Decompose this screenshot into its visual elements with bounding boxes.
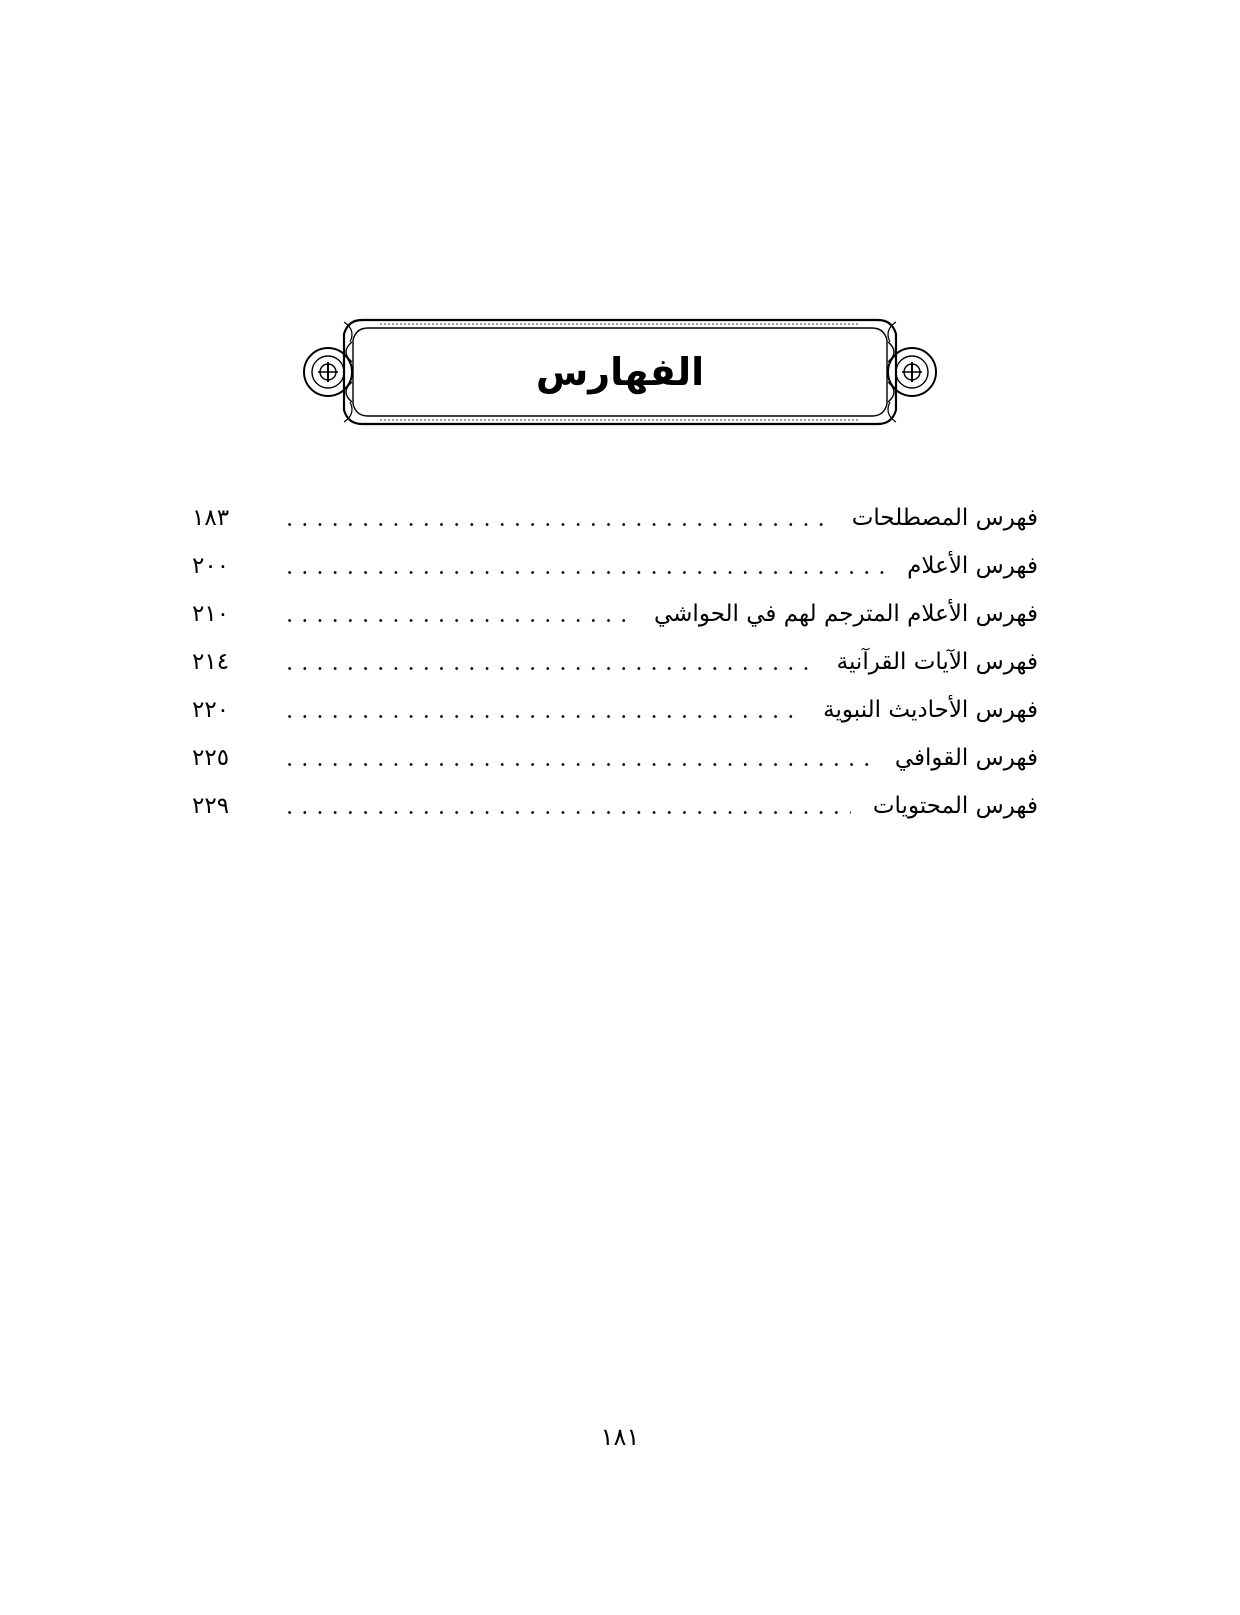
page-title: الفهارس <box>535 350 705 394</box>
index-entry <box>192 686 1038 734</box>
dot-leader <box>282 648 815 676</box>
index-list <box>192 494 1038 830</box>
page-number: ١٨١ <box>600 1423 640 1451</box>
index-entry <box>192 590 1038 638</box>
dot-leader <box>282 504 830 532</box>
index-entry-page: ٢٢٩ <box>192 793 230 819</box>
index-entry-page: ٢١٤ <box>192 649 230 675</box>
index-entry-label: فهرس الأعلام <box>907 553 1038 579</box>
index-entry-label: فهرس الأحاديث النبوية <box>823 697 1038 723</box>
index-entry-page: ٢٠٠ <box>192 553 230 579</box>
index-entry-label: فهرس الأعلام المترجم لهم في الحواشي <box>653 601 1038 627</box>
index-entry-page: ٢٢٠ <box>192 697 230 723</box>
dot-leader <box>282 600 632 628</box>
dot-leader <box>282 744 873 772</box>
index-entry <box>192 638 1038 686</box>
index-entry-page: ٢٢٥ <box>192 745 230 771</box>
index-entry <box>192 542 1038 590</box>
index-entry <box>192 494 1038 542</box>
index-entry-label: فهرس القوافي <box>894 745 1038 771</box>
index-entry-label: فهرس الآيات القرآنية <box>836 649 1038 675</box>
dot-leader <box>282 552 885 580</box>
dot-leader <box>282 792 851 820</box>
index-entry-label: فهرس المحتويات <box>872 793 1038 819</box>
index-entry-label: فهرس المصطلحات <box>851 505 1038 531</box>
index-entry <box>192 782 1038 830</box>
dot-leader <box>282 696 801 724</box>
index-entry-page: ٢١٠ <box>192 601 230 627</box>
title-banner <box>300 312 940 432</box>
index-entry <box>192 734 1038 782</box>
index-entry-page: ١٨٣ <box>192 505 230 531</box>
